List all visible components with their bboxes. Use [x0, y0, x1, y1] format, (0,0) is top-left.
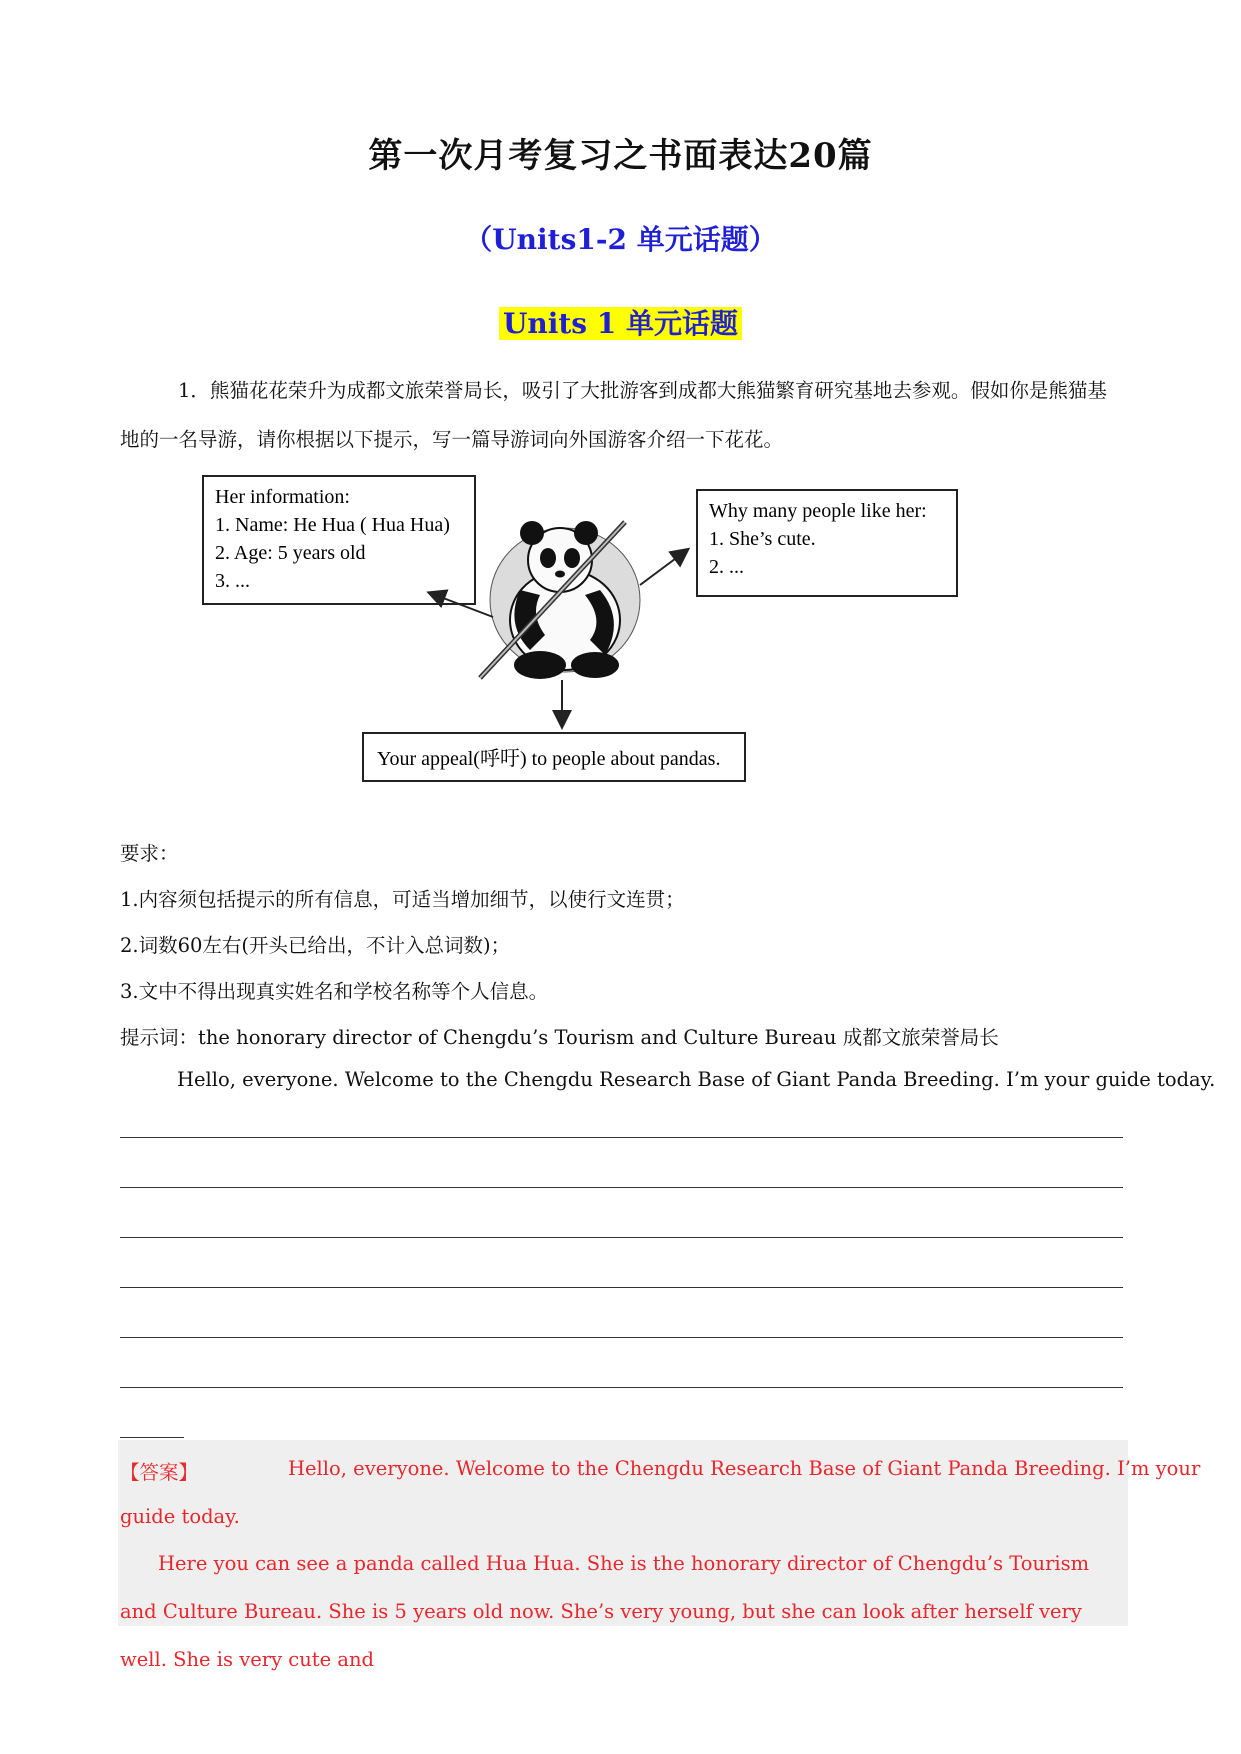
requirement-item: 3.文中不得出现真实姓名和学校名称等个人信息。: [120, 980, 549, 1003]
answer-paragraph: Here you can see a panda called Hua Hua. She is the honorary director of Chengdu’s Tourism and Culture Bureau. She is 5 years old now. She’s very young, but she can look after herself very well. She is very cute and: [120, 1552, 1090, 1671]
writing-line: [120, 1187, 1123, 1188]
left-box-line: 1. Name: He Hua ( Hua Hua): [215, 514, 450, 536]
left-box-line: 3. ...: [215, 570, 250, 592]
right-box-line: Why many people like her:: [709, 500, 927, 522]
unit-heading: [0, 302, 1241, 342]
writing-line: [120, 1287, 1123, 1288]
panda-illustration: [480, 521, 640, 679]
left-box-line: Her information:: [215, 486, 350, 508]
panda-diagram: [180, 460, 960, 790]
writing-line: [120, 1337, 1123, 1338]
left-box-line: 2. Age: 5 years old: [215, 542, 366, 564]
requirement-item: 1.内容须包括提示的所有信息，可适当增加细节，以使行文连贯；: [120, 888, 685, 911]
requirement-item: 2.词数60左右(开头已给出，不计入总词数)；: [120, 934, 511, 957]
right-box-line: 1. She’s cute.: [709, 528, 816, 550]
answer-label: 【答案】: [120, 1461, 199, 1484]
writing-line: [120, 1387, 1123, 1388]
writing-line: [120, 1237, 1123, 1238]
opening-sentence: Hello, everyone. Welcome to the Chengdu Research Base of Giant Panda Breeding. I’m your guide today.: [177, 1068, 1216, 1091]
requirements-heading: 要求：: [120, 842, 179, 865]
writing-line: [120, 1137, 1123, 1138]
answer-line: Hello, everyone. Welcome to the Chengdu Research Base of Giant Panda Breeding. I’m your: [288, 1457, 1201, 1480]
question-text: 1．熊猫花花荣升为成都文旅荣誉局长，吸引了大批游客到成都大熊猫繁育研究基地去参观。假如你是熊猫基地的一名导游，请你根据以下提示，写一篇导游词向外国游客介绍一下花花。: [120, 379, 1107, 451]
answer-line: guide today.: [120, 1505, 240, 1528]
page-title: 第一次月考复习之书面表达20篇: [368, 136, 873, 176]
bottom-box-line: Your appeal(呼吁) to people about pandas.: [377, 748, 721, 770]
right-box-line: 2. ...: [709, 556, 744, 578]
unit-heading-label: Units 1 单元话题: [499, 307, 742, 340]
hint-words: 提示词：the honorary director of Chengdu’s Tourism and Culture Bureau 成都文旅荣誉局长: [120, 1026, 999, 1049]
writing-line-short: [120, 1437, 184, 1438]
page-subtitle: （Units1-2 单元话题）: [464, 223, 777, 256]
